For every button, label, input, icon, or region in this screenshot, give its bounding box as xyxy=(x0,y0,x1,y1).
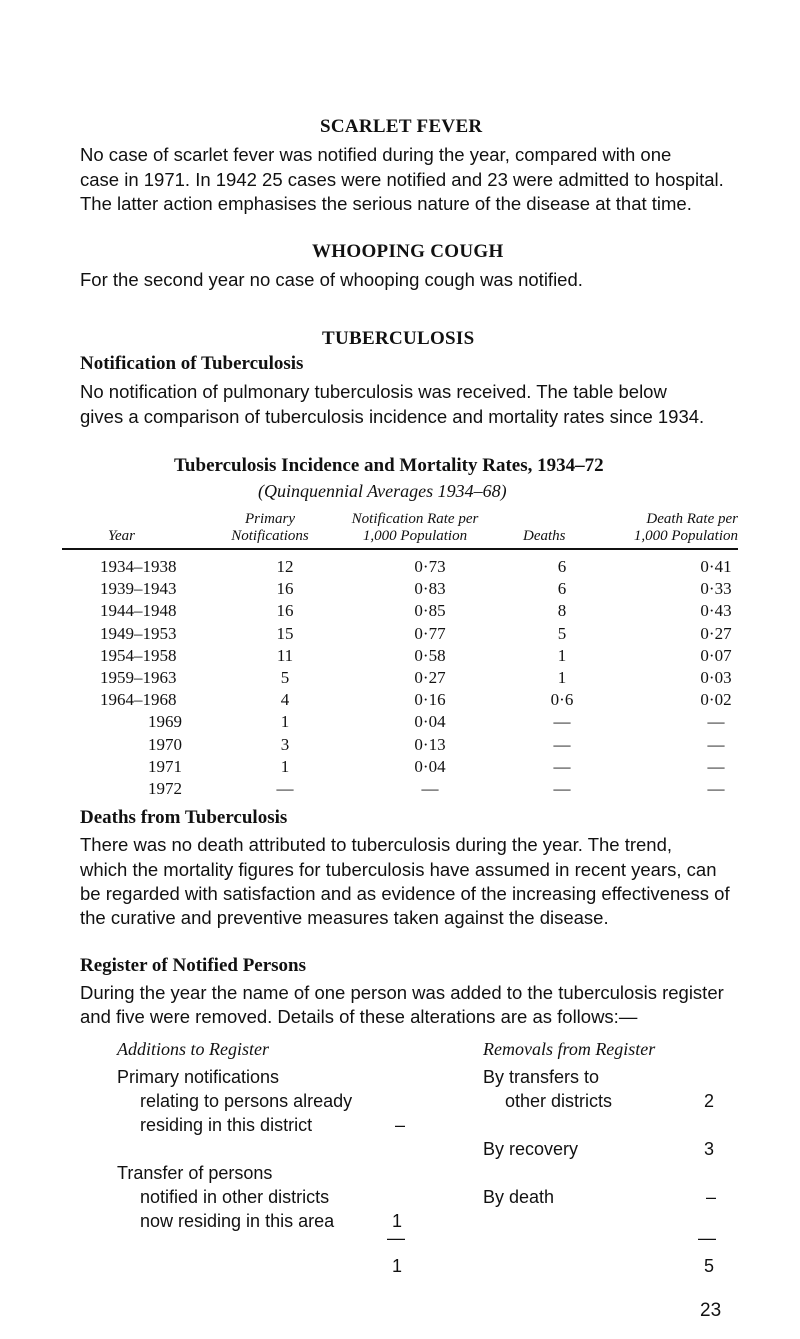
table-cell-deaths: 1 xyxy=(557,645,567,665)
table-cell-notifications: 4 xyxy=(280,690,290,710)
whooping-line-1: For the second year no case of whooping cough was notified. xyxy=(80,269,583,290)
table-cell-notifications: 16 xyxy=(276,579,294,599)
table-cell-year: 1959–1963 xyxy=(100,668,177,687)
table-cell-notif-rate: 0·04 xyxy=(414,756,446,776)
table-cell-deaths: 8 xyxy=(557,601,567,621)
table-cell-notifications: — xyxy=(276,779,294,798)
scarlet-line-2: case in 1971. In 1942 25 cases were notified and 23 were admitted to hospital. xyxy=(80,169,724,190)
table-cell-notifications: 1 xyxy=(280,712,290,732)
add-transfer-line-b: notified in other districts xyxy=(140,1187,330,1207)
table-cell-deaths: 0·6 xyxy=(550,690,574,710)
rem-recovery-value: 3 xyxy=(704,1139,715,1159)
whooping-cough-heading: WHOOPING COUGH xyxy=(312,241,504,262)
table-cell-notif-rate: — xyxy=(421,779,439,798)
add-primary-value: – xyxy=(395,1115,406,1135)
additions-heading: Additions to Register xyxy=(117,1039,269,1059)
scarlet-line-1: No case of scarlet fever was notified during the year, compared with one xyxy=(80,144,672,165)
rem-transfer-value: 2 xyxy=(704,1091,715,1111)
table-cell-notifications: 1 xyxy=(280,756,290,776)
tb-line-1: No notification of pulmonary tuberculosis was received. The table below xyxy=(80,381,667,402)
add-primary-line-a: Primary notifications xyxy=(117,1067,280,1087)
table-cell-notifications: 3 xyxy=(280,734,290,754)
scarlet-fever-heading: SCARLET FEVER xyxy=(320,116,483,137)
table-cell-deaths: — xyxy=(553,734,571,754)
table-cell-death-rate: 0·07 xyxy=(700,645,732,665)
tuberculosis-heading: TUBERCULOSIS xyxy=(322,328,475,349)
table-cell-year: 1944–1948 xyxy=(100,601,177,621)
table-cell-year: 1934–1938 xyxy=(100,557,177,576)
table-cell-death-rate: 0·41 xyxy=(700,557,732,576)
table-subtitle: (Quinquennial Averages 1934–68) xyxy=(258,481,507,501)
col-death-rate-1: Death Rate per xyxy=(646,511,738,527)
table-cell-death-rate: 0·33 xyxy=(700,579,732,599)
col-primary-1: Primary xyxy=(245,511,295,527)
table-cell-deaths: 1 xyxy=(557,668,567,687)
rem-recovery: By recovery xyxy=(483,1139,579,1159)
rem-death-value: – xyxy=(706,1187,717,1207)
rem-death: By death xyxy=(483,1187,555,1207)
table-cell-death-rate: 0·02 xyxy=(700,690,732,710)
deaths-line-1: There was no death attributed to tuberculosis during the year. The trend, xyxy=(80,834,673,855)
table-cell-year: 1949–1953 xyxy=(100,623,177,643)
table-cell-notifications: 12 xyxy=(276,557,294,576)
table-cell-notif-rate: 0·58 xyxy=(414,645,446,665)
table-cell-deaths: 6 xyxy=(557,557,567,576)
table-cell-death-rate: — xyxy=(707,756,725,776)
scarlet-line-3: The latter action emphasises the serious nature of the disease at that time. xyxy=(80,193,692,214)
col-year: Year xyxy=(108,528,135,544)
table-cell-notifications: 16 xyxy=(276,601,294,621)
add-transfer-line-a: Transfer of persons xyxy=(117,1163,273,1183)
col-deaths: Deaths xyxy=(523,528,566,544)
rem-transfer-line-b: other districts xyxy=(505,1091,613,1111)
table-cell-deaths: 6 xyxy=(557,579,567,599)
table-cell-death-rate: 0·27 xyxy=(700,623,732,643)
table-header-rule xyxy=(62,548,738,550)
table-cell-death-rate: — xyxy=(707,734,725,754)
table-cell-notifications: 5 xyxy=(280,668,290,687)
rem-transfer-line-a: By transfers to xyxy=(483,1067,600,1087)
table-cell-notif-rate: 0·83 xyxy=(414,579,446,599)
table-cell-year: 1969 xyxy=(148,712,182,732)
table-cell-notif-rate: 0·13 xyxy=(414,734,446,754)
add-total: 1 xyxy=(392,1256,403,1276)
register-line-2: and five were removed. Details of these alterations are as follows:— xyxy=(80,1006,638,1027)
col-notif-rate-1: Notification Rate per xyxy=(351,511,479,527)
table-cell-deaths: — xyxy=(553,712,571,732)
table-cell-notif-rate: 0·73 xyxy=(414,557,446,576)
table-cell-year: 1954–1958 xyxy=(100,645,177,665)
rem-total: 5 xyxy=(704,1256,715,1276)
table-cell-notif-rate: 0·27 xyxy=(414,668,446,687)
add-transfer-line-c: now residing in this area xyxy=(140,1211,335,1231)
table-cell-notif-rate: 0·85 xyxy=(414,601,446,621)
col-notif-rate-2: 1,000 Population xyxy=(362,528,468,544)
col-primary-2: Notifications xyxy=(231,528,309,544)
table-cell-notif-rate: 0·77 xyxy=(414,623,446,643)
deaths-subheading: Deaths from Tuberculosis xyxy=(80,807,288,828)
add-primary-line-c: residing in this district xyxy=(140,1115,313,1135)
register-subheading: Register of Notified Persons xyxy=(80,955,307,976)
removals-heading: Removals from Register xyxy=(483,1039,656,1059)
notification-subheading: Notification of Tuberculosis xyxy=(80,353,304,374)
col-death-rate-2: 1,000 Population xyxy=(633,528,738,544)
table-title: Tuberculosis Incidence and Mortality Rates, 1934–72 xyxy=(174,455,604,476)
table-cell-year: 1971 xyxy=(148,756,182,776)
table-cell-notifications: 11 xyxy=(276,645,294,665)
page-number: 23 xyxy=(700,1300,722,1321)
table-cell-deaths: 5 xyxy=(557,623,567,643)
rem-total-rule: — xyxy=(698,1228,716,1248)
deaths-line-3: be regarded with satisfaction and as evidence of the increasing effectiveness of xyxy=(80,883,730,904)
table-cell-notif-rate: 0·04 xyxy=(414,712,446,732)
table-cell-year: 1964–1968 xyxy=(100,690,177,710)
table-cell-notif-rate: 0·16 xyxy=(414,690,446,710)
table-cell-year: 1970 xyxy=(148,734,182,754)
table-cell-notifications: 15 xyxy=(276,623,294,643)
tb-line-2: gives a comparison of tuberculosis incidence and mortality rates since 1934. xyxy=(80,406,705,427)
table-cell-death-rate: 0·43 xyxy=(700,601,732,621)
table-cell-year: 1972 xyxy=(148,779,182,798)
table-cell-deaths: — xyxy=(553,756,571,776)
table-cell-deaths: — xyxy=(553,779,571,798)
register-line-1: During the year the name of one person was added to the tuberculosis register xyxy=(80,982,724,1003)
add-transfer-value: 1 xyxy=(392,1211,403,1231)
table-cell-death-rate: — xyxy=(707,712,725,732)
add-total-rule: — xyxy=(387,1228,405,1248)
deaths-line-2: which the mortality figures for tuberculosis have assumed in recent years, can xyxy=(80,859,717,880)
table-cell-death-rate: — xyxy=(707,779,725,798)
table-cell-year: 1939–1943 xyxy=(100,579,177,599)
add-primary-line-b: relating to persons already xyxy=(140,1091,353,1111)
deaths-line-4: the curative and preventive measures taken against the disease. xyxy=(80,907,609,928)
table-cell-death-rate: 0·03 xyxy=(700,668,732,687)
